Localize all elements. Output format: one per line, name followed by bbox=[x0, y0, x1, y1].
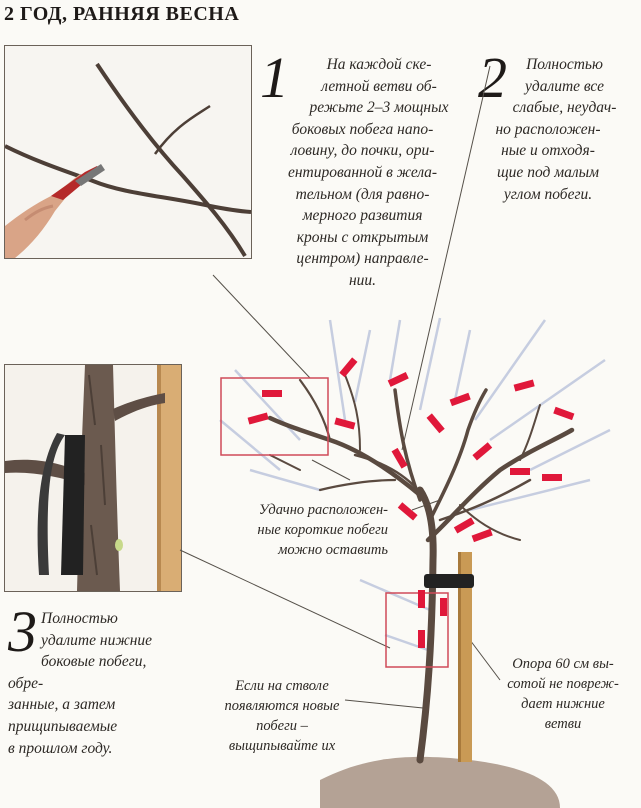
note-line: Опора 60 см вы- bbox=[512, 656, 614, 672]
note-line: ные короткие побеги bbox=[257, 522, 388, 538]
cut-mark bbox=[418, 590, 425, 608]
step-1-number: 1 bbox=[260, 45, 289, 110]
cut-mark bbox=[418, 630, 425, 648]
step-1-line: центром) направле- bbox=[296, 250, 429, 268]
note-line: сотой не повреж- bbox=[507, 676, 619, 692]
step-1-line: ентированной в желa- bbox=[287, 163, 438, 181]
step-3-line: прищипываемые bbox=[8, 717, 118, 735]
step-3-line: боковые побеги, обре- bbox=[8, 653, 147, 692]
cut-mark bbox=[472, 442, 492, 460]
cut-mark bbox=[262, 390, 282, 397]
step-1-line: ловину, до почки, ори- bbox=[290, 142, 435, 160]
cut-mark bbox=[398, 502, 418, 520]
step-2-line: удалите все bbox=[525, 77, 604, 95]
step-3-line: Полностью bbox=[41, 610, 118, 627]
cut-mark bbox=[248, 413, 269, 425]
cut-mark bbox=[450, 393, 471, 406]
step-1-line: мерного развития bbox=[302, 207, 423, 225]
cut-mark bbox=[339, 357, 357, 377]
note-new-shoots bbox=[212, 676, 352, 756]
step-3-number: 3 bbox=[8, 599, 37, 664]
step-1-line: режьте 2–3 мощных bbox=[309, 99, 449, 117]
step-2-line: ные и отходя- bbox=[501, 142, 595, 160]
page-title: 2 ГОД, РАННЯЯ ВЕСНА bbox=[4, 3, 240, 25]
tree-tie bbox=[424, 574, 474, 588]
note-line: побеги – bbox=[256, 718, 308, 734]
cut-mark bbox=[514, 380, 535, 392]
step-1-line: кроны с открытым bbox=[296, 228, 429, 246]
step-2-line: Полностью bbox=[526, 56, 603, 73]
note-line: можно оставить bbox=[278, 542, 388, 558]
cut-mark bbox=[542, 474, 562, 481]
step-3-line: занные, а затем bbox=[8, 696, 116, 714]
step-2-line: но расположен- bbox=[495, 120, 601, 138]
step-1-line: тельном (для равно- bbox=[295, 185, 430, 203]
note-line: появляются новые bbox=[224, 698, 340, 714]
note-line: выщипывайте их bbox=[228, 738, 336, 754]
note-short-shoots bbox=[198, 500, 388, 560]
note-line: Удачно расположен- bbox=[258, 502, 388, 518]
step-2-line: щие под малым bbox=[496, 163, 599, 181]
step-3-line: удалите нижние bbox=[41, 631, 153, 649]
cut-mark bbox=[454, 517, 475, 533]
step-1-line: летной ветви об- bbox=[321, 77, 437, 95]
cut-mark bbox=[440, 598, 447, 616]
note-line: ветви bbox=[544, 716, 582, 732]
step-1-line: боковых побега напо- bbox=[291, 120, 434, 138]
step-3-line: в прошлом году. bbox=[8, 739, 113, 757]
note-line: дает нижние bbox=[521, 696, 605, 712]
step-1-line: нии. bbox=[348, 271, 377, 289]
note-line: Если на стволе bbox=[235, 678, 329, 694]
step-1-line: На каждой ске- bbox=[326, 56, 432, 73]
soil bbox=[320, 757, 560, 808]
cut-mark bbox=[553, 407, 574, 420]
step-2-number: 2 bbox=[478, 45, 507, 110]
cut-mark bbox=[427, 413, 445, 433]
cut-mark bbox=[510, 468, 530, 475]
step-2-line: углом побеги. bbox=[503, 185, 593, 203]
step-2-line: слабые, неудач- bbox=[512, 99, 617, 117]
cut-mark bbox=[472, 529, 493, 542]
note-support bbox=[492, 654, 634, 734]
highlight-box-upper bbox=[221, 378, 328, 455]
